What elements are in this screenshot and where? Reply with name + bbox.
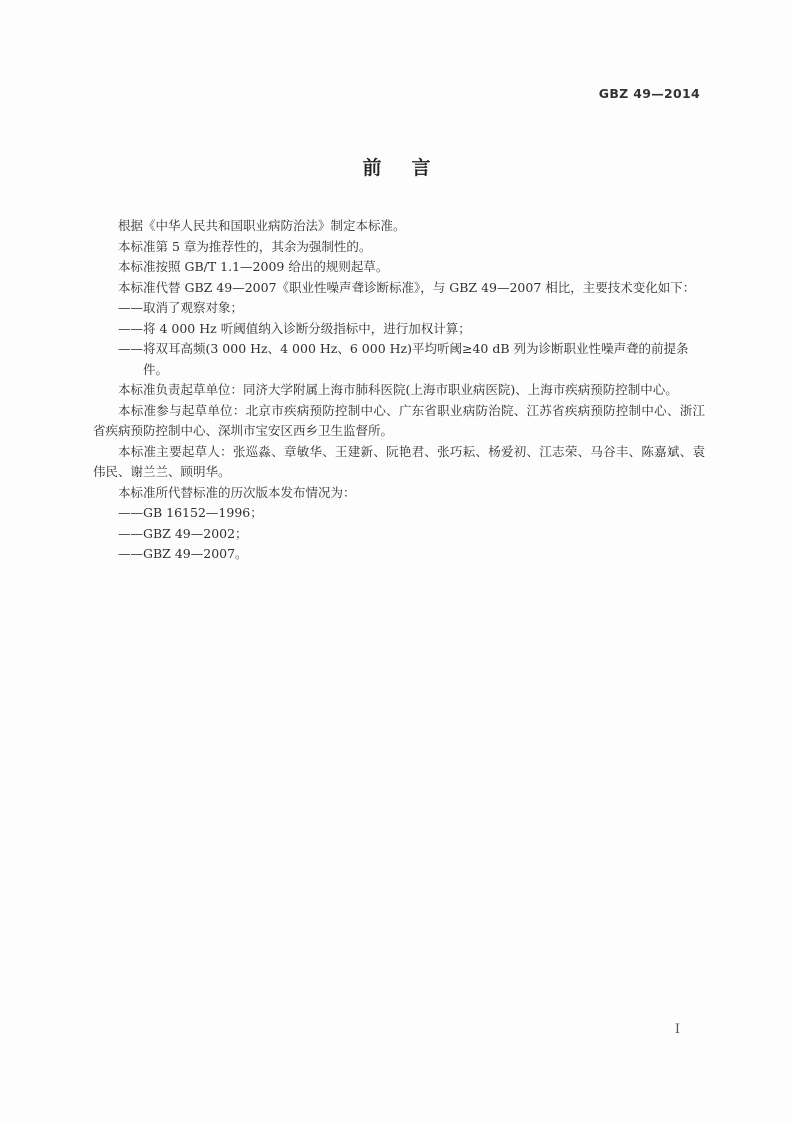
history-item: ——GB 16152—1996； — [118, 505, 263, 520]
paragraph-participating-units: 本标准参与起草单位：北京市疾病预防控制中心、广东省职业病防治院、江苏省疾病预防控制中心、浙江省疾病预防控制中心、深圳市宝安区西乡卫生监督所。 — [93, 402, 705, 438]
paragraph-drafting-rules: 本标准按照 GB/T 1.1—2009 给出的规则起草。 — [118, 259, 389, 274]
change-item: ——将双耳高频(3 000 Hz、4 000 Hz、6 000 Hz)平均听阈≥40 dB 列为诊断职业性噪声聋的前提条件。 — [118, 341, 689, 377]
foreword-body — [93, 216, 705, 565]
page-title: 前言 — [362, 157, 461, 179]
standard-code: GBZ 49—2014 — [598, 86, 700, 101]
paragraph-main-drafters: 本标准主要起草人：张巡淼、章敏华、王建新、阮艳君、张巧耘、杨爱初、江志荣、马谷丰、陈嘉斌、袁伟民、谢兰兰、顾明华。 — [93, 443, 705, 479]
page-number: I — [674, 1022, 680, 1037]
paragraph-legal-basis: 根据《中华人民共和国职业病防治法》制定本标准。 — [118, 218, 406, 233]
history-item: ——GBZ 49—2007。 — [118, 546, 248, 561]
change-item: ——将 4 000 Hz 听阈值纳入诊断分级指标中，进行加权计算； — [118, 320, 471, 336]
history-item: ——GBZ 49—2002； — [118, 525, 248, 541]
paragraph-recommended-clause: 本标准第 5 章为推荐性的，其余为强制性的。 — [118, 238, 372, 254]
paragraph-version-history: 本标准所代替标准的历次版本发布情况为： — [118, 484, 356, 500]
change-item: ——取消了观察对象； — [118, 300, 244, 315]
paragraph-replacement: 本标准代替 GBZ 49—2007《职业性噪声聋诊断标准》，与 GBZ 49—2007 相比，主要技术变化如下： — [118, 279, 696, 295]
paragraph-lead-drafting-unit: 本标准负责起草单位：同济大学附属上海市肺科医院(上海市职业病医院)、上海市疾病预防控制中心。 — [118, 382, 678, 397]
